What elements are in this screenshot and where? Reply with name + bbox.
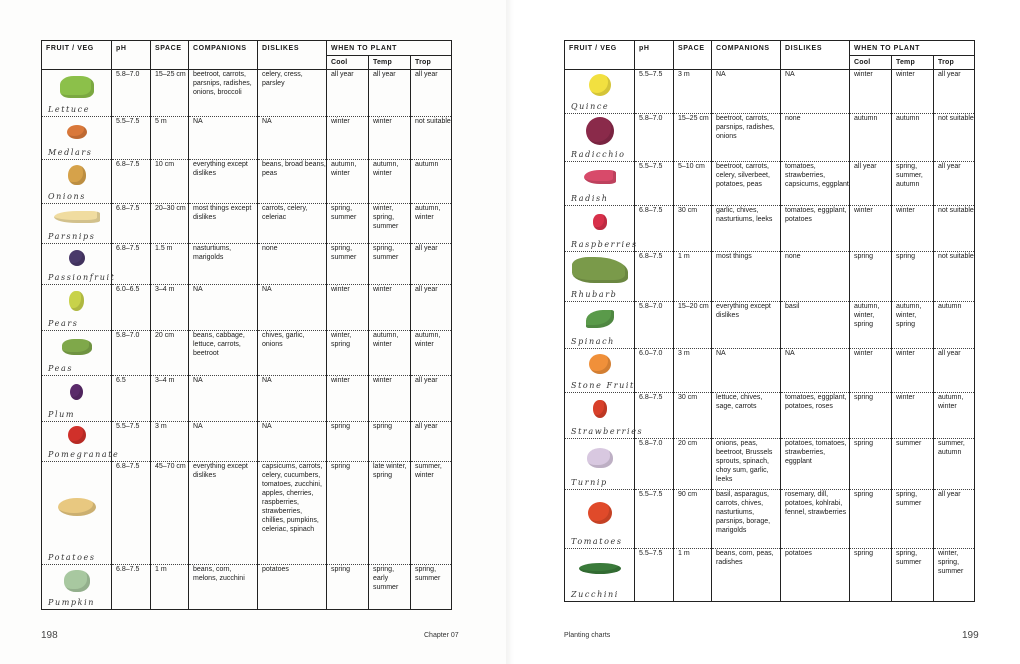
companions-cell: NA (189, 285, 258, 331)
trop-cell: all year (938, 350, 961, 357)
parsnip-icon (54, 211, 100, 223)
dislikes-cell: potatoes (781, 549, 850, 602)
table-row (42, 331, 452, 376)
temp-cell: autumn, winter (369, 331, 411, 376)
companions-cell: everything except dislikes (712, 302, 781, 349)
table-row (42, 117, 452, 160)
ph-cell: 6.8–7.5 (635, 206, 674, 252)
table-row (42, 462, 452, 565)
fruit-veg-cell (565, 439, 635, 490)
planting-table-right (564, 40, 975, 602)
table-row (565, 206, 975, 252)
fruit-veg-name: Spinach (571, 337, 615, 346)
temp-cell: autumn, winter, spring (892, 302, 934, 349)
temp-cell: spring (369, 422, 411, 462)
space-cell: 15–25 cm (674, 114, 712, 162)
peas-icon (62, 339, 92, 355)
dislikes-cell: NA (258, 376, 327, 422)
header-fruit-veg: FRUIT / VEG (565, 41, 635, 70)
book-gutter (506, 0, 514, 664)
ph-cell: 5.8–7.0 (635, 302, 674, 349)
ph-cell: 5.5–7.5 (635, 162, 674, 206)
companions-cell: nasturtiums, marigolds (189, 244, 258, 285)
dislikes-cell: tomatoes, eggplant, potatoes (781, 206, 850, 252)
space-cell: 90 cm (674, 490, 712, 549)
cool-cell: autumn (850, 114, 892, 162)
fruit-veg-cell (42, 285, 112, 331)
header-row (42, 41, 452, 56)
stone-fruit-icon (589, 354, 611, 374)
plum-icon (70, 384, 83, 400)
ph-cell: 5.8–7.0 (635, 439, 674, 490)
cool-cell: winter (327, 376, 369, 422)
page-number-left: 198 (41, 630, 58, 641)
radicchio-icon (586, 117, 614, 145)
fruit-veg-name: Pears (48, 319, 79, 328)
ph-cell: 5.5–7.5 (635, 490, 674, 549)
trop-cell: all year (938, 71, 961, 78)
header-trop: Trop (934, 56, 975, 70)
space-cell: 1 m (151, 565, 189, 610)
dislikes-cell: tomatoes, strawberries, capsicums, eggplant (781, 162, 850, 206)
fruit-veg-name: Stone Fruit (571, 381, 635, 390)
ph-cell: 5.8–7.0 (635, 114, 674, 162)
table-row (42, 160, 452, 204)
fruit-veg-cell (42, 422, 120, 462)
trop-cell: all year (415, 423, 438, 430)
space-cell: 30 cm (674, 206, 712, 252)
fruit-veg-name: Turnip (571, 478, 608, 487)
fruit-veg-name: Radicchio (571, 150, 626, 159)
fruit-veg-name: Zucchini (571, 590, 619, 599)
fruit-veg-cell (42, 70, 112, 117)
fruit-veg-name: Peas (48, 364, 74, 373)
companions-cell: beans, corn, melons, zucchini (189, 565, 258, 610)
fruit-veg-cell (565, 206, 638, 252)
trop-cell: autumn, winter (938, 394, 964, 410)
header-dislikes: DISLIKES (781, 41, 850, 70)
dislikes-cell: chives, garlic, onions (258, 331, 327, 376)
temp-cell: winter (369, 285, 411, 331)
turnip-icon (587, 448, 613, 468)
cool-cell: spring (327, 422, 369, 462)
table-row (565, 302, 975, 349)
trop-cell: autumn (415, 161, 439, 168)
temp-cell: spring (892, 252, 934, 302)
fruit-veg-cell (565, 549, 635, 602)
temp-cell: spring, summer (369, 244, 411, 285)
fruit-veg-name: Potatoes (48, 553, 96, 562)
ph-cell: 5.8–7.0 (112, 331, 151, 376)
temp-cell: winter (892, 349, 934, 393)
header-cool: Cool (850, 56, 892, 70)
pomegranate-icon (68, 426, 86, 444)
fruit-veg-cell (565, 302, 635, 349)
header-trop: Trop (411, 56, 452, 70)
ph-cell: 5.5–7.5 (635, 549, 674, 602)
fruit-veg-name: Rhubarb (571, 290, 618, 299)
cool-cell: spring (850, 490, 892, 549)
cool-cell: spring, summer (327, 244, 369, 285)
companions-cell: beans, corn, peas, radishes (712, 549, 781, 602)
companions-cell: NA (189, 422, 258, 462)
pear-icon (69, 291, 84, 311)
trop-cell: not suitable (938, 115, 974, 122)
companions-cell: everything except dislikes (189, 462, 258, 565)
space-cell: 5–10 cm (674, 162, 712, 206)
temp-cell: all year (369, 70, 411, 117)
table-row (42, 376, 452, 422)
table-row (565, 162, 975, 206)
trop-cell: all year (415, 377, 438, 384)
table-row (565, 252, 975, 302)
fruit-veg-cell (565, 349, 635, 393)
trop-cell: all year (415, 286, 438, 293)
space-cell: 20 cm (151, 331, 189, 376)
space-cell: 3 m (151, 422, 189, 462)
fruit-veg-cell (42, 331, 112, 376)
trop-cell: not suitable (415, 118, 451, 125)
cool-cell: winter (327, 117, 369, 160)
companions-cell: everything except dislikes (189, 160, 258, 204)
fruit-veg-cell (42, 376, 112, 422)
temp-cell: summer (892, 439, 934, 490)
ph-cell: 6.8–7.5 (112, 160, 151, 204)
temp-cell: winter (892, 393, 934, 439)
temp-cell: autumn, winter (369, 160, 411, 204)
fruit-veg-name: Pumpkin (48, 598, 96, 607)
header-temp: Temp (369, 56, 411, 70)
table-row (42, 204, 452, 244)
dislikes-cell: tomatoes, eggplant, potatoes, roses (781, 393, 850, 439)
fruit-veg-name: Onions (48, 192, 86, 201)
header-companions: COMPANIONS (712, 41, 781, 70)
space-cell: 3–4 m (151, 285, 189, 331)
trop-cell: not suitable (938, 253, 974, 260)
ph-cell: 5.8–7.0 (112, 70, 151, 117)
cool-cell: spring, summer (327, 204, 369, 244)
trop-cell: autumn, winter (415, 332, 441, 348)
space-cell: 30 cm (674, 393, 712, 439)
header-when-to-plant: WHEN TO PLANT (327, 41, 452, 56)
companions-cell: beetroot, carrots, celery, silverbeet, potatoes, peas (712, 162, 781, 206)
ph-cell: 6.0–6.5 (112, 285, 151, 331)
header-ph: pH (635, 41, 674, 70)
cool-cell: winter (850, 349, 892, 393)
cool-cell: spring (327, 565, 369, 610)
cool-cell: autumn, winter (327, 160, 369, 204)
header-fruit-veg: FRUIT / VEG (42, 41, 112, 70)
fruit-veg-name: Raspberries (571, 240, 638, 249)
table-row (565, 114, 975, 162)
dislikes-cell: NA (258, 117, 327, 160)
table-row (565, 490, 975, 549)
trop-cell: winter, spring, summer (938, 550, 964, 575)
dislikes-cell: NA (781, 70, 850, 114)
radish-icon (584, 170, 616, 184)
fruit-veg-cell (42, 204, 112, 244)
temp-cell: late winter, spring (369, 462, 411, 565)
fruit-veg-cell (565, 252, 635, 302)
trop-cell: autumn, winter (415, 205, 441, 221)
cool-cell: spring (850, 252, 892, 302)
fruit-veg-cell (565, 490, 635, 549)
chapter-label: Chapter 07 (424, 632, 459, 639)
companions-cell: lettuce, chives, sage, carrots (712, 393, 781, 439)
fruit-veg-name: Pomegranate (48, 450, 120, 459)
trop-cell: spring, summer (415, 566, 441, 582)
cool-cell: all year (850, 162, 892, 206)
dislikes-cell: carrots, celery, celeriac (258, 204, 327, 244)
section-label: Planting charts (564, 632, 611, 639)
table-row (565, 439, 975, 490)
cool-cell: winter (850, 70, 892, 114)
pumpkin-icon (64, 570, 90, 592)
ph-cell: 6.0–7.0 (635, 349, 674, 393)
companions-cell: most things (712, 252, 781, 302)
companions-cell: garlic, chives, nasturtiums, leeks (712, 206, 781, 252)
dislikes-cell: potatoes, tomatoes, strawberries, eggplant (781, 439, 850, 490)
fruit-veg-name: Medlars (48, 148, 93, 157)
space-cell: 5 m (151, 117, 189, 160)
page-number-right: 199 (962, 630, 979, 641)
header-space: SPACE (674, 41, 712, 70)
quince-icon (589, 74, 611, 96)
ph-cell: 5.5–7.5 (635, 70, 674, 114)
companions-cell: basil, asparagus, carrots, chives, nasturtiums, parsnips, borage, marigolds (712, 490, 781, 549)
temp-cell: winter (369, 117, 411, 160)
dislikes-cell: NA (258, 285, 327, 331)
trop-cell: summer, autumn (938, 440, 965, 456)
temp-cell: spring, early summer (369, 565, 411, 610)
dislikes-cell: basil (781, 302, 850, 349)
header-companions: COMPANIONS (189, 41, 258, 70)
ph-cell: 6.8–7.5 (112, 462, 151, 565)
cool-cell: spring (850, 393, 892, 439)
ph-cell: 6.8–7.5 (635, 252, 674, 302)
trop-cell: not suitable (938, 207, 974, 214)
space-cell: 1 m (674, 549, 712, 602)
space-cell: 10 cm (151, 160, 189, 204)
ph-cell: 6.8–7.5 (112, 244, 151, 285)
raspberry-icon (593, 214, 607, 230)
dislikes-cell: beans, broad beans, peas (258, 160, 327, 204)
companions-cell: onions, peas, beetroot, Brussels sprouts, spinach, choy sum, garlic, leeks (712, 439, 781, 490)
fruit-veg-cell (42, 565, 112, 610)
trop-cell: summer, winter (415, 463, 442, 479)
temp-cell: winter (892, 70, 934, 114)
fruit-veg-name: Lettuce (48, 105, 91, 114)
cool-cell: autumn, winter, spring (850, 302, 892, 349)
temp-cell: winter (369, 376, 411, 422)
ph-cell: 5.5–7.5 (112, 422, 151, 462)
companions-cell: beetroot, carrots, parsnips, radishes, onions, broccoli (189, 70, 258, 117)
fruit-veg-cell (565, 70, 635, 114)
table-row (565, 349, 975, 393)
companions-cell: NA (712, 349, 781, 393)
companions-cell: NA (712, 70, 781, 114)
table-row (42, 422, 452, 462)
table-row (565, 549, 975, 602)
temp-cell: winter, spring, summer (369, 204, 411, 244)
companions-cell: beetroot, carrots, parsnips, radishes, onions (712, 114, 781, 162)
dislikes-cell: potatoes (258, 565, 327, 610)
space-cell: 3 m (674, 70, 712, 114)
fruit-veg-cell (42, 160, 112, 204)
rhubarb-icon (572, 257, 628, 283)
fruit-veg-cell (42, 244, 116, 285)
companions-cell: NA (189, 376, 258, 422)
fruit-veg-cell (565, 162, 635, 206)
planting-table-left (41, 40, 452, 610)
header-when-to-plant: WHEN TO PLANT (850, 41, 975, 56)
space-cell: 3 m (674, 349, 712, 393)
header-dislikes: DISLIKES (258, 41, 327, 70)
temp-cell: winter (892, 206, 934, 252)
zucchini-icon (579, 563, 621, 574)
dislikes-cell: none (258, 244, 327, 285)
cool-cell: winter (850, 206, 892, 252)
space-cell: 1.5 m (151, 244, 189, 285)
cool-cell: spring (850, 549, 892, 602)
fruit-veg-cell (565, 114, 635, 162)
strawberry-icon (593, 400, 607, 418)
dislikes-cell: capsicums, carrots, celery, cucumbers, tomatoes, zucchini, apples, cherries, raspberries, strawberries, chillies, pumpkins, celeriac, spinach (258, 462, 327, 565)
header-space: SPACE (151, 41, 189, 70)
fruit-veg-cell (42, 117, 112, 160)
cool-cell: winter, spring (327, 331, 369, 376)
space-cell: 15–25 cm (151, 70, 189, 117)
dislikes-cell: celery, cress, parsley (258, 70, 327, 117)
trop-cell: all year (415, 71, 438, 78)
ph-cell: 6.8–7.5 (635, 393, 674, 439)
passionfruit-icon (69, 250, 85, 266)
trop-cell: all year (938, 163, 961, 170)
companions-cell: beans, cabbage, lettuce, carrots, beetroot (189, 331, 258, 376)
onion-icon (68, 165, 86, 185)
fruit-veg-name: Parsnips (48, 232, 96, 241)
ph-cell: 6.8–7.5 (112, 204, 151, 244)
table-row (42, 565, 452, 610)
temp-cell: spring, summer (892, 549, 934, 602)
table-row (42, 244, 452, 285)
tomato-icon (588, 502, 612, 524)
dislikes-cell: rosemary, dill, potatoes, kohlrabi, fennel, strawberries (781, 490, 850, 549)
companions-cell: most things except dislikes (189, 204, 258, 244)
spinach-icon (586, 310, 614, 328)
cool-cell: spring (327, 462, 369, 565)
fruit-veg-name: Tomatoes (571, 537, 623, 546)
fruit-veg-name: Passionfruit (48, 273, 116, 282)
fruit-veg-name: Radish (571, 194, 609, 203)
space-cell: 20 cm (674, 439, 712, 490)
cool-cell: spring (850, 439, 892, 490)
fruit-veg-name: Quince (571, 102, 610, 111)
trop-cell: all year (415, 245, 438, 252)
temp-cell: spring, summer (892, 490, 934, 549)
dislikes-cell: NA (258, 422, 327, 462)
ph-cell: 6.8–7.5 (112, 565, 151, 610)
potato-icon (58, 498, 96, 516)
table-row (42, 285, 452, 331)
table-row (565, 70, 975, 114)
fruit-veg-name: Strawberries (571, 427, 644, 436)
temp-cell: spring, summer, autumn (892, 162, 934, 206)
lettuce-icon (60, 76, 94, 98)
space-cell: 1 m (674, 252, 712, 302)
fruit-veg-cell (42, 462, 112, 565)
dislikes-cell: none (781, 252, 850, 302)
space-cell: 20–30 cm (151, 204, 189, 244)
header-ph: pH (112, 41, 151, 70)
ph-cell: 5.5–7.5 (112, 117, 151, 160)
trop-cell: all year (938, 491, 961, 498)
companions-cell: NA (189, 117, 258, 160)
space-cell: 15–20 cm (674, 302, 712, 349)
table-row (42, 70, 452, 117)
dislikes-cell: NA (781, 349, 850, 393)
table-row (565, 393, 975, 439)
header-cool: Cool (327, 56, 369, 70)
dislikes-cell: none (781, 114, 850, 162)
header-row (565, 41, 975, 56)
medlar-icon (67, 125, 87, 139)
header-temp: Temp (892, 56, 934, 70)
trop-cell: autumn (938, 303, 962, 310)
space-cell: 45–70 cm (151, 462, 189, 565)
space-cell: 3–4 m (151, 376, 189, 422)
fruit-veg-cell (565, 393, 644, 439)
cool-cell: winter (327, 285, 369, 331)
cool-cell: all year (327, 70, 369, 117)
fruit-veg-name: Plum (48, 410, 76, 419)
temp-cell: autumn (892, 114, 934, 162)
ph-cell: 6.5 (112, 376, 151, 422)
